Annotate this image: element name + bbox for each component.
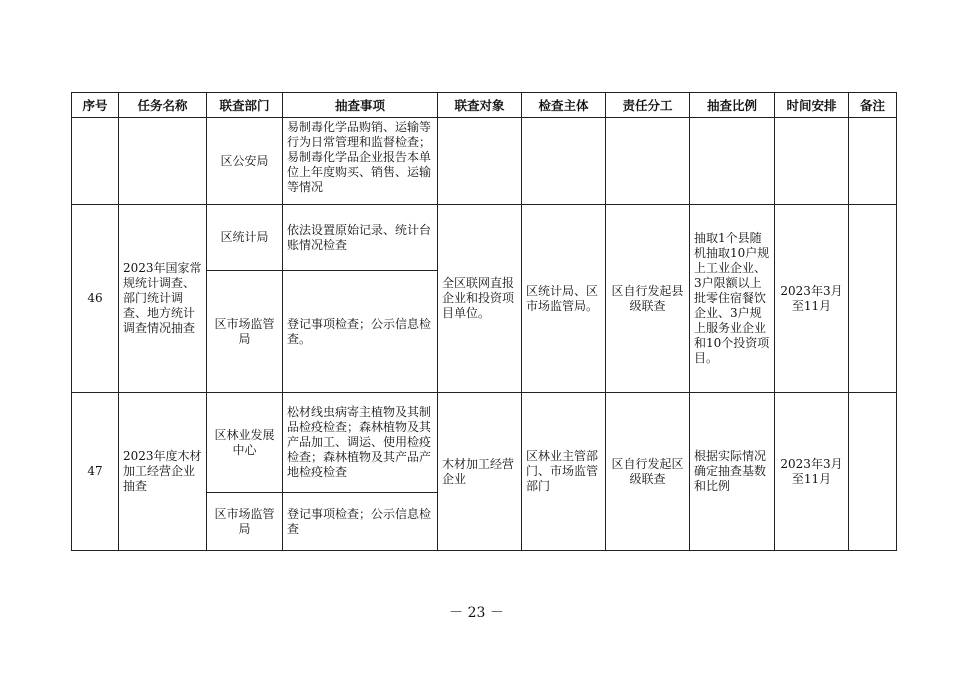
table-row-47 [72,393,897,493]
cell-items: 登记事项检查；公示信息检查。 [283,271,438,393]
cell-target: 木材加工经营企业 [438,393,522,551]
cell-subject [522,118,606,205]
cell-target [438,118,522,205]
cell-no [72,118,119,205]
page-number: － 23 － [449,605,504,621]
cell-time: 2023年3月至11月 [775,205,849,393]
header-joint-dept: 联查部门 [207,93,283,118]
header-sampling-ratio: 抽查比例 [690,93,775,118]
cell-dept: 区林业发展中心 [207,393,283,493]
cell-duty: 区自行发起区级联查 [606,393,690,551]
cell-items: 登记事项检查；公示信息检查 [283,493,438,551]
cell-note [849,393,897,551]
cell-dept: 区市场监管局 [207,271,283,393]
cell-target: 全区联网直报企业和投资项目单位。 [438,205,522,393]
cell-items: 易制毒化学品购销、运输等行为日常管理和监督检查；易制毒化学品企业报告本单位上年度购买、销售、运输等情况 [283,118,438,205]
cell-ratio [690,118,775,205]
cell-note [849,205,897,393]
cell-task: 2023年度木材加工经营企业抽查 [119,393,207,551]
cell-time: 2023年3月至11月 [775,393,849,551]
cell-duty [606,118,690,205]
header-inspection-items: 抽查事项 [283,93,438,118]
cell-task: 2023年国家常规统计调查、部门统计调查、地方统计调查情况抽查 [119,205,207,393]
inspection-task-table [71,92,897,551]
cell-time [775,118,849,205]
cell-no: 47 [72,393,119,551]
cell-no: 46 [72,205,119,393]
header-schedule: 时间安排 [775,93,849,118]
cell-subject: 区林业主管部门、市场监管部门 [522,393,606,551]
cell-subject: 区统计局、区市场监管局。 [522,205,606,393]
header-row [72,93,897,118]
cell-items: 松材线虫病寄主植物及其制品检疫检查；森林植物及其产品加工、调运、使用检疫检查；森林植物及其产品产地检疫检查 [283,393,438,493]
header-responsibility: 责任分工 [606,93,690,118]
header-joint-target: 联查对象 [438,93,522,118]
cell-task [119,118,207,205]
header-remarks: 备注 [849,93,897,118]
header-task-name: 任务名称 [119,93,207,118]
cell-duty: 区自行发起县级联查 [606,205,690,393]
cell-ratio: 抽取1个县随机抽取10户规上工业企业、3户限额以上批零住宿餐饮企业、3户规上服务业企业和10个投资项目。 [690,205,775,393]
table-row-continued [72,118,897,205]
header-inspection-subject: 检查主体 [522,93,606,118]
cell-note [849,118,897,205]
cell-dept: 区统计局 [207,205,283,271]
table-row-46 [72,205,897,271]
cell-ratio: 根据实际情况确定抽查基数和比例 [690,393,775,551]
cell-dept: 区公安局 [207,118,283,205]
cell-items: 依法设置原始记录、统计台账情况检查 [283,205,438,271]
cell-dept: 区市场监管局 [207,493,283,551]
header-no: 序号 [72,93,119,118]
